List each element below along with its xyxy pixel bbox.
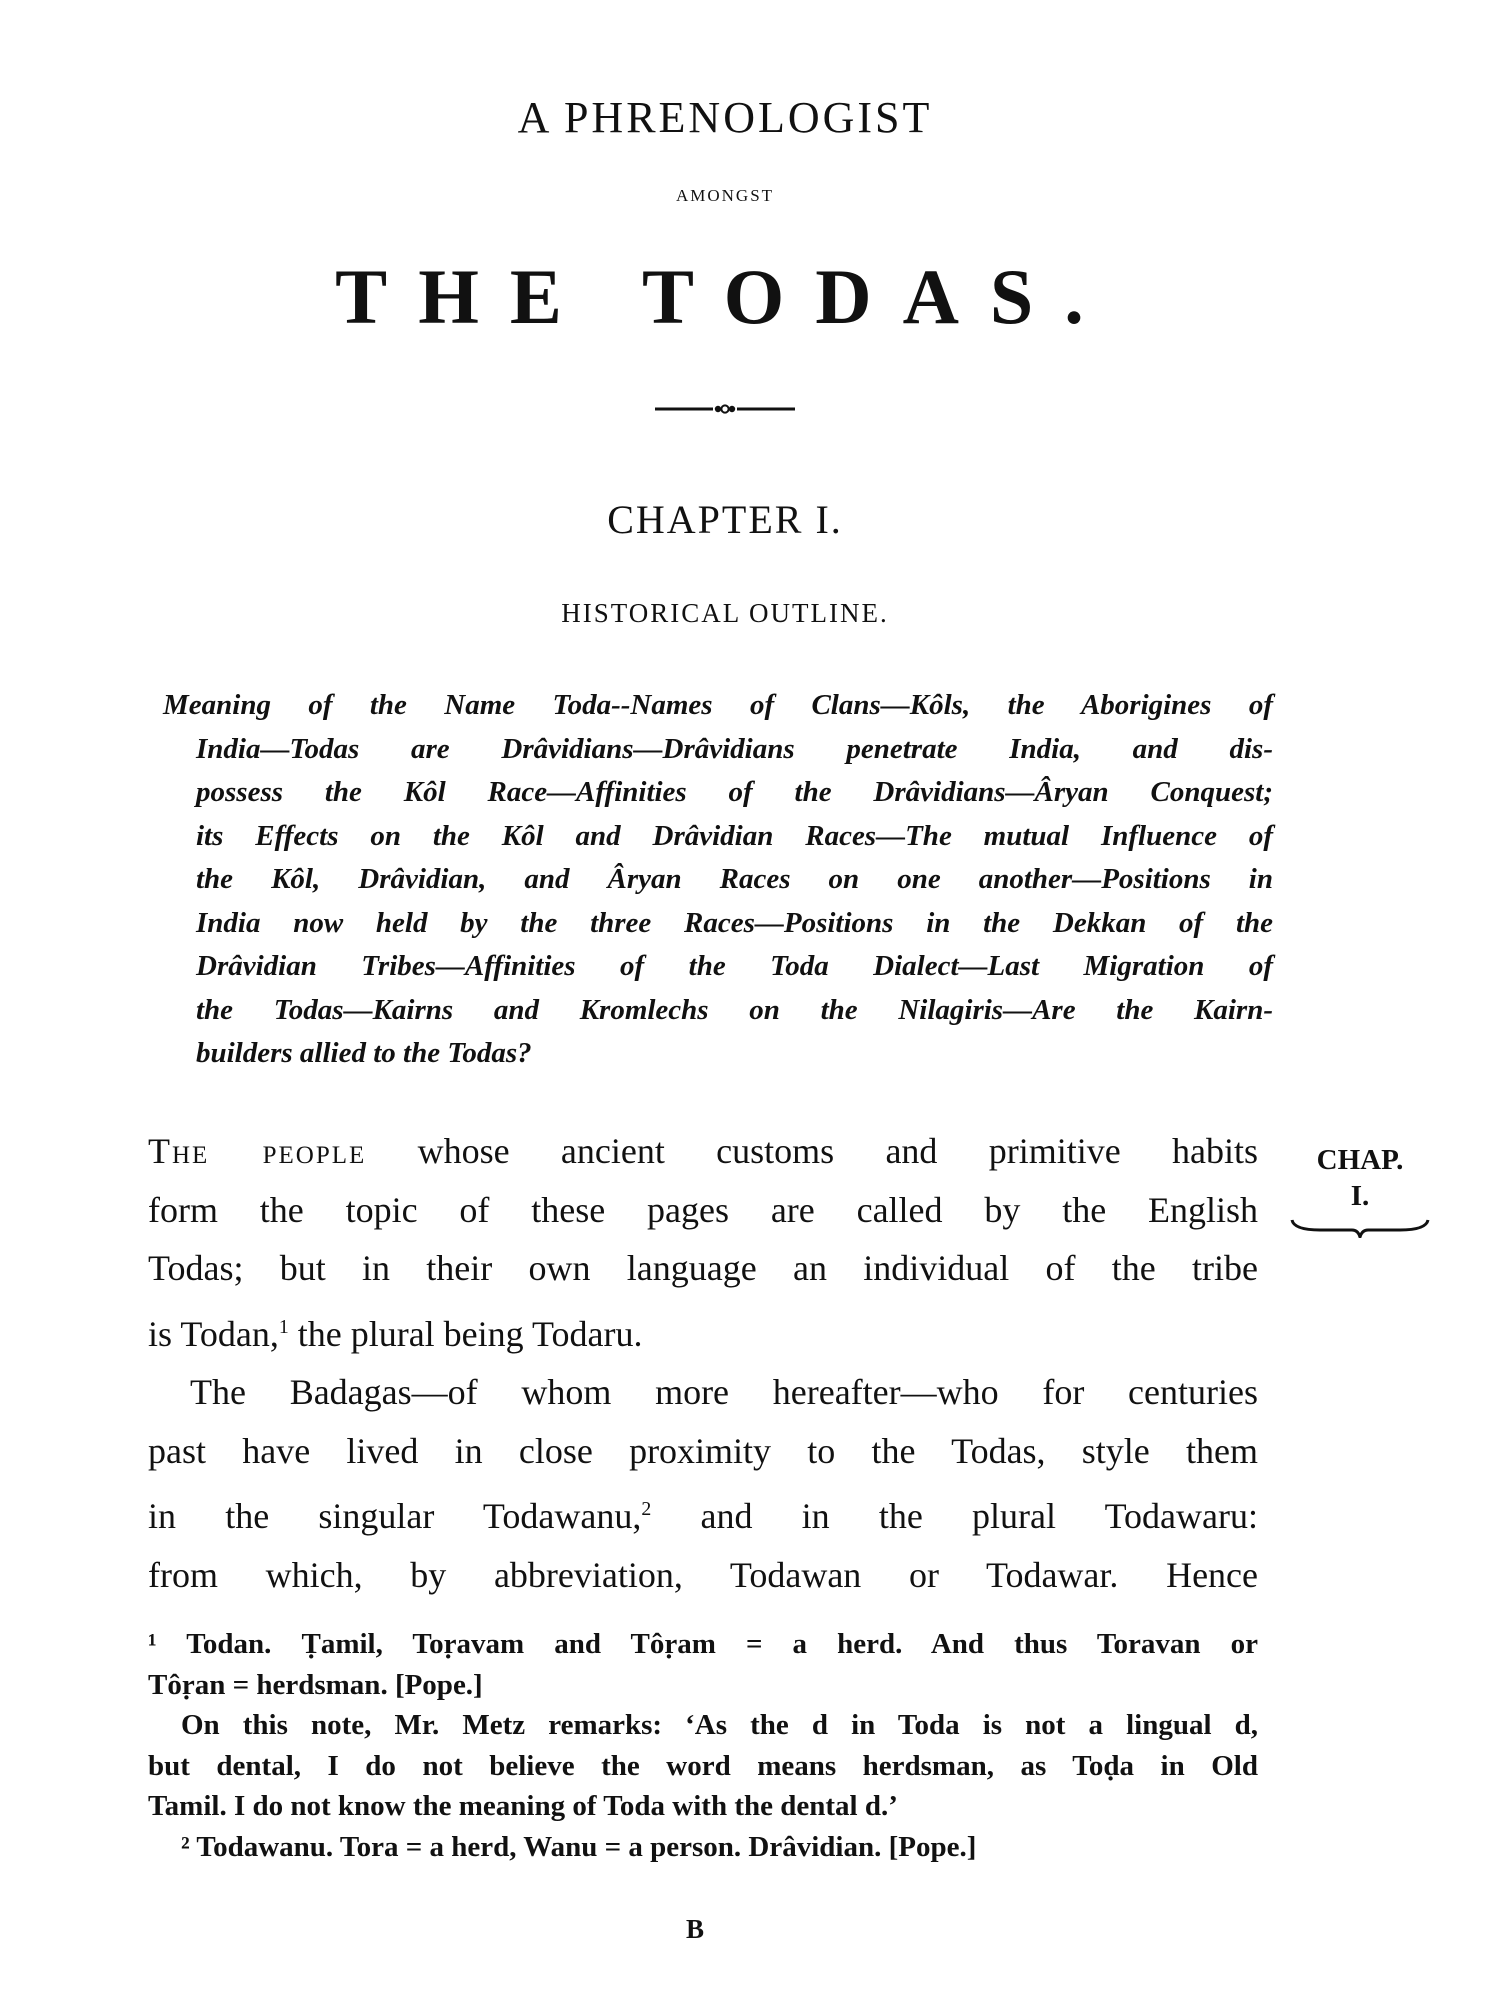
body-line: form the topic of these pages are called by the English <box>148 1189 1258 1230</box>
synopsis-line: the Kôl, Drâvidian, and Âryan Races on one another—Positions in <box>196 863 1273 895</box>
synopsis-line: India now held by the three Races—Positions in the Dekkan of the <box>196 906 1273 939</box>
body-paragraphs <box>148 1122 1258 1604</box>
book-title: A PHRENOLOGIST <box>517 93 933 142</box>
footnote-line: ¹ Todan. Ṭamil, Toṛavam and Tôṛam = a herd. And thus Toravan or <box>148 1628 1258 1660</box>
ornament-divider-icon <box>655 399 795 419</box>
footnote-ref: 2 <box>641 1498 652 1520</box>
synopsis-line: possess the Kôl Race—Affinities of the Drâvidians—Âryan Conquest; <box>196 776 1273 808</box>
chapter-heading: CHAPTER I. <box>607 497 843 542</box>
footnote-line: ² Todawanu. Tora = a herd, Wanu = a person. Drâvidian. [Pope.] <box>181 1830 977 1863</box>
synopsis-line: India—Todas are Drâvidians—Drâvidians penetrate India, and dis- <box>196 732 1273 765</box>
footnote-line: but dental, I do not believe the word means herdsman, as Toḍa in Old <box>148 1749 1258 1782</box>
synopsis-line: Drâvidian Tribes—Affinities of the Toda Dialect—Last Migration of <box>196 950 1273 982</box>
chapter-synopsis <box>163 684 1273 1076</box>
marginal-chapter-note <box>1290 1142 1430 1238</box>
body-line-text: in the singular Todawanu, <box>148 1496 642 1536</box>
body-line: from which, by abbreviation, Todawan or Todawar. Hence <box>148 1554 1258 1595</box>
synopsis-line: the Todas—Kairns and Kromlechs on the Nilagiris—Are the Kairn- <box>196 993 1273 1026</box>
body-line: past have lived in close proximity to the Todas, style them <box>148 1430 1258 1471</box>
signature-mark: B <box>685 1914 704 1944</box>
body-line-text: and in the plural Todawaru: <box>651 1496 1259 1536</box>
body-line-text: whose ancient customs and primitive habits <box>417 1131 1259 1171</box>
body-line: Todas; but in their own language an individual of the tribe <box>148 1248 1258 1288</box>
brace-icon <box>1290 1216 1430 1238</box>
synopsis-line: builders allied to the Todas? <box>196 1037 532 1069</box>
footnote-line: Tôṛan = herdsman. [Pope.] <box>148 1668 483 1701</box>
body-line <box>148 1122 1258 1181</box>
title-connector: AMONGST <box>675 186 775 205</box>
footnote-line: On this note, Mr. Metz remarks: ‘As the d in Toda is not a lingual d, <box>181 1709 1258 1741</box>
footnote-ref: 1 <box>278 1315 289 1338</box>
marginal-note-number: I. <box>1350 1180 1370 1212</box>
body-line <box>148 1480 1258 1546</box>
opening-words: The people <box>148 1131 367 1171</box>
chapter-subtitle: HISTORICAL OUTLINE. <box>561 598 889 628</box>
body-line-text: is Todan, <box>148 1313 279 1354</box>
footnotes <box>148 1624 1258 1867</box>
marginal-note-label: CHAP. <box>1316 1144 1404 1176</box>
body-line: The Badagas—of whom more hereafter—who for centuries <box>190 1372 1258 1412</box>
tribe-title: THE TODAS. <box>335 253 1115 340</box>
footnote-line: Tamil. I do not know the meaning of Toda with the dental d.’ <box>148 1790 898 1822</box>
body-line <box>148 1298 1258 1364</box>
synopsis-line: Meaning of the Name Toda--Names of Clans—Kôls, the Aborigines of <box>163 689 1273 721</box>
body-line-text: the plural being Todaru. <box>288 1313 643 1354</box>
synopsis-line: its Effects on the Kôl and Drâvidian Races—The mutual Influence of <box>196 819 1273 852</box>
